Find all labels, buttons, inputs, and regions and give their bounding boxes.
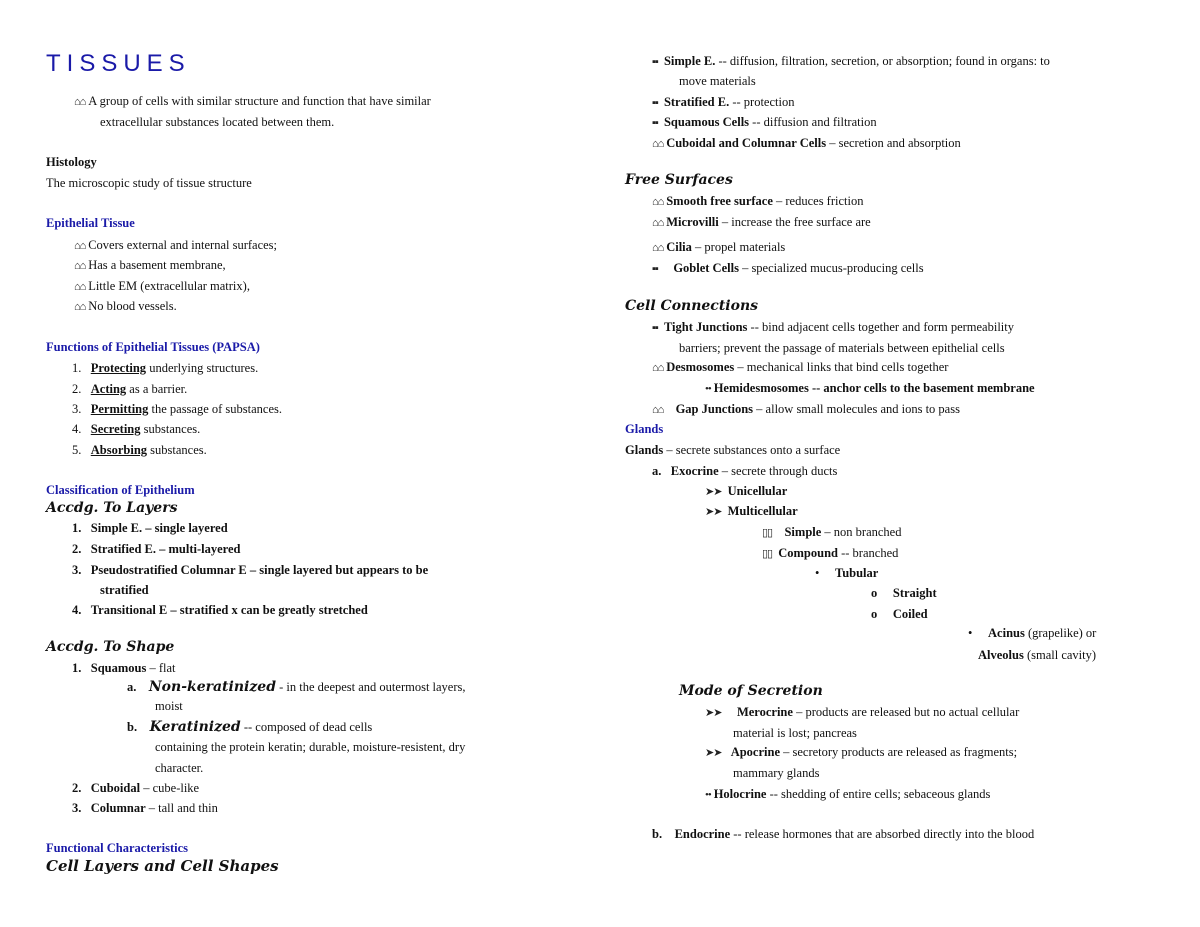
list-item: •• Hemidesmosomes -- anchor cells to the basement membrane — [705, 381, 1035, 395]
list-item: ➤➤ Unicellular — [705, 484, 788, 498]
list-item: o Straight — [871, 586, 937, 600]
list-item: ▪▪ Goblet Cells – specialized mucus-producing cells — [652, 261, 924, 275]
glands-definition: Glands – secrete substances onto a surface — [625, 443, 841, 457]
list-item: 1. Simple E. – single layered — [72, 521, 228, 535]
shape-heading: Accdg. To Shape — [46, 639, 175, 655]
cell-layers-heading: Cell Layers and Cell Shapes — [46, 857, 279, 875]
classification-heading: Classification of Epithelium — [46, 483, 195, 497]
list-item: ⌂⌂ Has a basement membrane, — [74, 258, 226, 272]
bullet-icon: ➤➤ — [705, 506, 722, 518]
list-item: o Coiled — [871, 607, 928, 621]
list-item: ▪▪ Simple E. -- diffusion, filtration, secretion, or absorption; found in organs: to — [652, 54, 1050, 68]
bullet-icon: ➤➤ — [705, 707, 722, 719]
list-item: 2. Cuboidal – cube-like — [72, 781, 200, 795]
list-item: stratified — [100, 583, 149, 597]
list-item: 4. Secreting substances. — [72, 422, 201, 436]
histology-definition: The microscopic study of tissue structure — [46, 176, 252, 190]
bullet-icon: ▪▪ — [652, 117, 658, 129]
bullet-icon: ⌂⌂ — [652, 138, 664, 150]
list-item: ▪▪ Squamous Cells -- diffusion and filtration — [652, 115, 877, 129]
bullet-icon: ⌂⌂ — [74, 260, 86, 272]
bullet-icon: ⌂⌂ — [74, 281, 86, 293]
bullet-icon: ▯▯ — [762, 527, 773, 539]
list-item: ⌂⌂ Covers external and internal surfaces; — [74, 238, 278, 252]
list-item: ➤➤ Merocrine – products are released but no actual cellular — [705, 705, 1020, 719]
layers-heading: Accdg. To Layers — [46, 500, 178, 516]
histology-heading: Histology — [46, 155, 97, 169]
bullet-icon: ⌂⌂ — [652, 242, 664, 254]
bullet-icon: ⌂⌂ — [74, 301, 86, 313]
bullet-icon: ▪▪ — [652, 322, 658, 334]
page-title: TISSUES — [46, 50, 191, 77]
functional-heading: Functional Characteristics — [46, 841, 188, 855]
list-item: • Acinus (grapelike) or — [968, 626, 1097, 640]
list-item: 3. Permitting the passage of substances. — [72, 402, 283, 416]
intro-line: ⌂⌂ A group of cells with similar structure and function that have similar — [74, 94, 431, 108]
list-item-cont: move materials — [679, 74, 756, 88]
bullet-icon: ⌂⌂ — [652, 196, 664, 208]
list-item-cont: containing the protein keratin; durable, moisture-resistent, dry — [155, 740, 466, 754]
list-item: a. Exocrine – secrete through ducts — [652, 464, 838, 478]
bullet-icon: ➤➤ — [705, 486, 722, 498]
free-surfaces-heading: Free Surfaces — [625, 172, 733, 188]
list-item: ▯▯ Simple – non branched — [762, 525, 902, 539]
list-item: ▯▯ Compound -- branched — [762, 546, 899, 560]
bullet-icon: ▪▪ — [652, 263, 658, 275]
list-item-cont: Alveolus (small cavity) — [978, 648, 1097, 662]
epithelial-heading: Epithelial Tissue — [46, 216, 135, 230]
list-item: •• Holocrine -- shedding of entire cells; sebaceous glands — [705, 787, 991, 801]
bullet-icon: o — [871, 607, 878, 621]
functions-heading: Functions of Epithelial Tissues (PAPSA) — [46, 340, 260, 354]
bullet-icon: ⌂⌂ — [652, 404, 664, 416]
bullet-icon: • — [968, 626, 973, 640]
list-item: a. Non-keratinized - in the deepest and outermost layers, — [127, 679, 466, 695]
list-item: 1. Protecting underlying structures. — [72, 361, 259, 375]
list-item: 3. Columnar – tall and thin — [72, 801, 218, 815]
intro-line: extracellular substances located between them. — [100, 115, 335, 129]
list-item-cont: character. — [155, 761, 204, 775]
list-item: 3. Pseudostratified Columnar E – single layered but appears to be — [72, 563, 429, 577]
list-item: ▪▪ Stratified E. -- protection — [652, 95, 795, 109]
list-item-cont: barriers; prevent the passage of materials between epithelial cells — [679, 341, 1005, 355]
bullet-icon: ⌂⌂ — [74, 240, 86, 252]
list-item: b. Endocrine -- release hormones that are absorbed directly into the blood — [652, 827, 1035, 841]
bullet-icon: • — [815, 566, 820, 580]
list-item: ⌂⌂ Cilia – propel materials — [652, 240, 786, 254]
list-item: ⌂⌂ Little EM (extracellular matrix), — [74, 279, 250, 293]
bullet-icon: ➤➤ — [705, 747, 722, 759]
list-item: ➤➤ Apocrine – secretory products are released as fragments; — [705, 745, 1018, 759]
mode-of-secretion-heading: Mode of Secretion — [679, 683, 823, 699]
list-item: 2. Stratified E. – multi-layered — [72, 542, 241, 556]
cell-connections-heading: Cell Connections — [625, 298, 759, 314]
bullet-icon: ▯▯ — [762, 548, 773, 560]
list-item: • Tubular — [815, 566, 879, 580]
list-item: 4. Transitional E – stratified x can be greatly stretched — [72, 603, 368, 617]
list-item: ⌂⌂ Smooth free surface – reduces friction — [652, 194, 864, 208]
list-item: b. Keratinized -- composed of dead cells — [127, 719, 373, 735]
list-item-cont: moist — [155, 699, 183, 713]
bullet-icon: ⌂⌂ — [652, 217, 664, 229]
list-item: ➤➤ Multicellular — [705, 504, 798, 518]
list-item-cont: material is lost; pancreas — [733, 726, 857, 740]
list-item: ⌂⌂ Gap Junctions – allow small molecules and ions to pass — [652, 402, 960, 416]
glands-heading: Glands — [625, 422, 664, 436]
list-item: ⌂⌂ Microvilli – increase the free surface are — [652, 215, 871, 229]
list-item: ⌂⌂ Cuboidal and Columnar Cells – secretion and absorption — [652, 136, 961, 150]
list-item-cont: mammary glands — [733, 766, 820, 780]
bullet-icon: ⌂⌂ — [652, 362, 664, 374]
bullet-icon: ▪▪ — [652, 97, 658, 109]
bullet-icon: •• — [705, 383, 711, 395]
list-item: 5. Absorbing substances. — [72, 443, 207, 457]
bullet-icon: ⌂⌂ — [74, 96, 86, 108]
bullet-icon: ▪▪ — [652, 56, 658, 68]
bullet-icon: •• — [705, 789, 711, 801]
list-item: ▪▪ Tight Junctions -- bind adjacent cells together and form permeability — [652, 320, 1014, 334]
list-item: ⌂⌂ Desmosomes – mechanical links that bind cells together — [652, 360, 949, 374]
list-item: 2. Acting as a barrier. — [72, 382, 188, 396]
bullet-icon: o — [871, 586, 878, 600]
list-item: 1. Squamous – flat — [72, 661, 176, 675]
list-item: ⌂⌂ No blood vessels. — [74, 299, 177, 313]
